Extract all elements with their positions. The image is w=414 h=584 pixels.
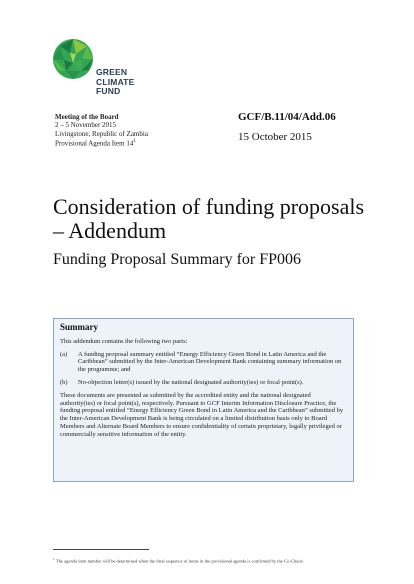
logo-line: FUND (96, 86, 121, 96)
summary-heading: Summary (60, 322, 98, 332)
footnote-ref: 1 (133, 138, 136, 144)
document-code: GCF/B.11/04/Add.06 (238, 111, 336, 123)
footnote-divider (53, 549, 149, 550)
summary-box (53, 318, 354, 482)
list-item (60, 351, 347, 374)
document-id (238, 111, 336, 143)
gcf-logo (52, 38, 192, 100)
list-item-label: (a) (60, 350, 68, 358)
meeting-dates: 2 – 5 November 2015 (55, 121, 117, 130)
summary-body: These documents are presented as submitted by the accredited entity and the national designated authority(ies) or focal point(s), respectively. Pursuant to GCF Interim Information Disclosure Practice, the funding proposal entitled “Energy Efficiency Green Bond in Latin America and the Caribbean” submitted by the Inter-American Development Bank is being circulated on a limited distribution basis only to Board Members and Alternate Board Members to ensure confidentiality of certain proprietary, legally privileged or commercially sensitive information of the entity. (60, 391, 344, 438)
logo-line: GREEN (96, 67, 128, 77)
footnote-mark: 1 (53, 557, 55, 561)
list-item (60, 379, 347, 387)
summary-intro: This addendum contains the following two parts: (60, 337, 188, 345)
footnote (53, 556, 365, 565)
meeting-location: Livingstone, Republic of Zambia (55, 129, 148, 138)
footnote-text: The agenda item number will be determined when the final sequence of items in the provisional agenda is confirmed by the Co-Chairs. (55, 558, 305, 564)
list-item-text: No-objection letter(s) issued by the national designated authority(ies) or focal point(s). (78, 378, 304, 386)
page-title: Consideration of funding proposals – Addendum (53, 194, 365, 243)
meeting-info (55, 113, 148, 148)
list-item-text: A funding proposal summary entitled “Energy Efficiency Green Bond in Latin America and the Caribbean” submitted by the Inter-American Development Bank containing summary information on the programme; and (78, 350, 342, 374)
gcf-globe-icon (52, 38, 94, 80)
document-date: 15 October 2015 (238, 131, 312, 143)
page-subtitle: Funding Proposal Summary for FP006 (53, 251, 302, 268)
list-item-label: (b) (60, 378, 68, 386)
meeting-name: Meeting of the Board (55, 113, 119, 121)
logo-wordmark (96, 68, 135, 97)
logo-line: CLIMATE (96, 76, 135, 87)
agenda-item: Provisional Agenda Item $14^1$ (55, 138, 136, 148)
